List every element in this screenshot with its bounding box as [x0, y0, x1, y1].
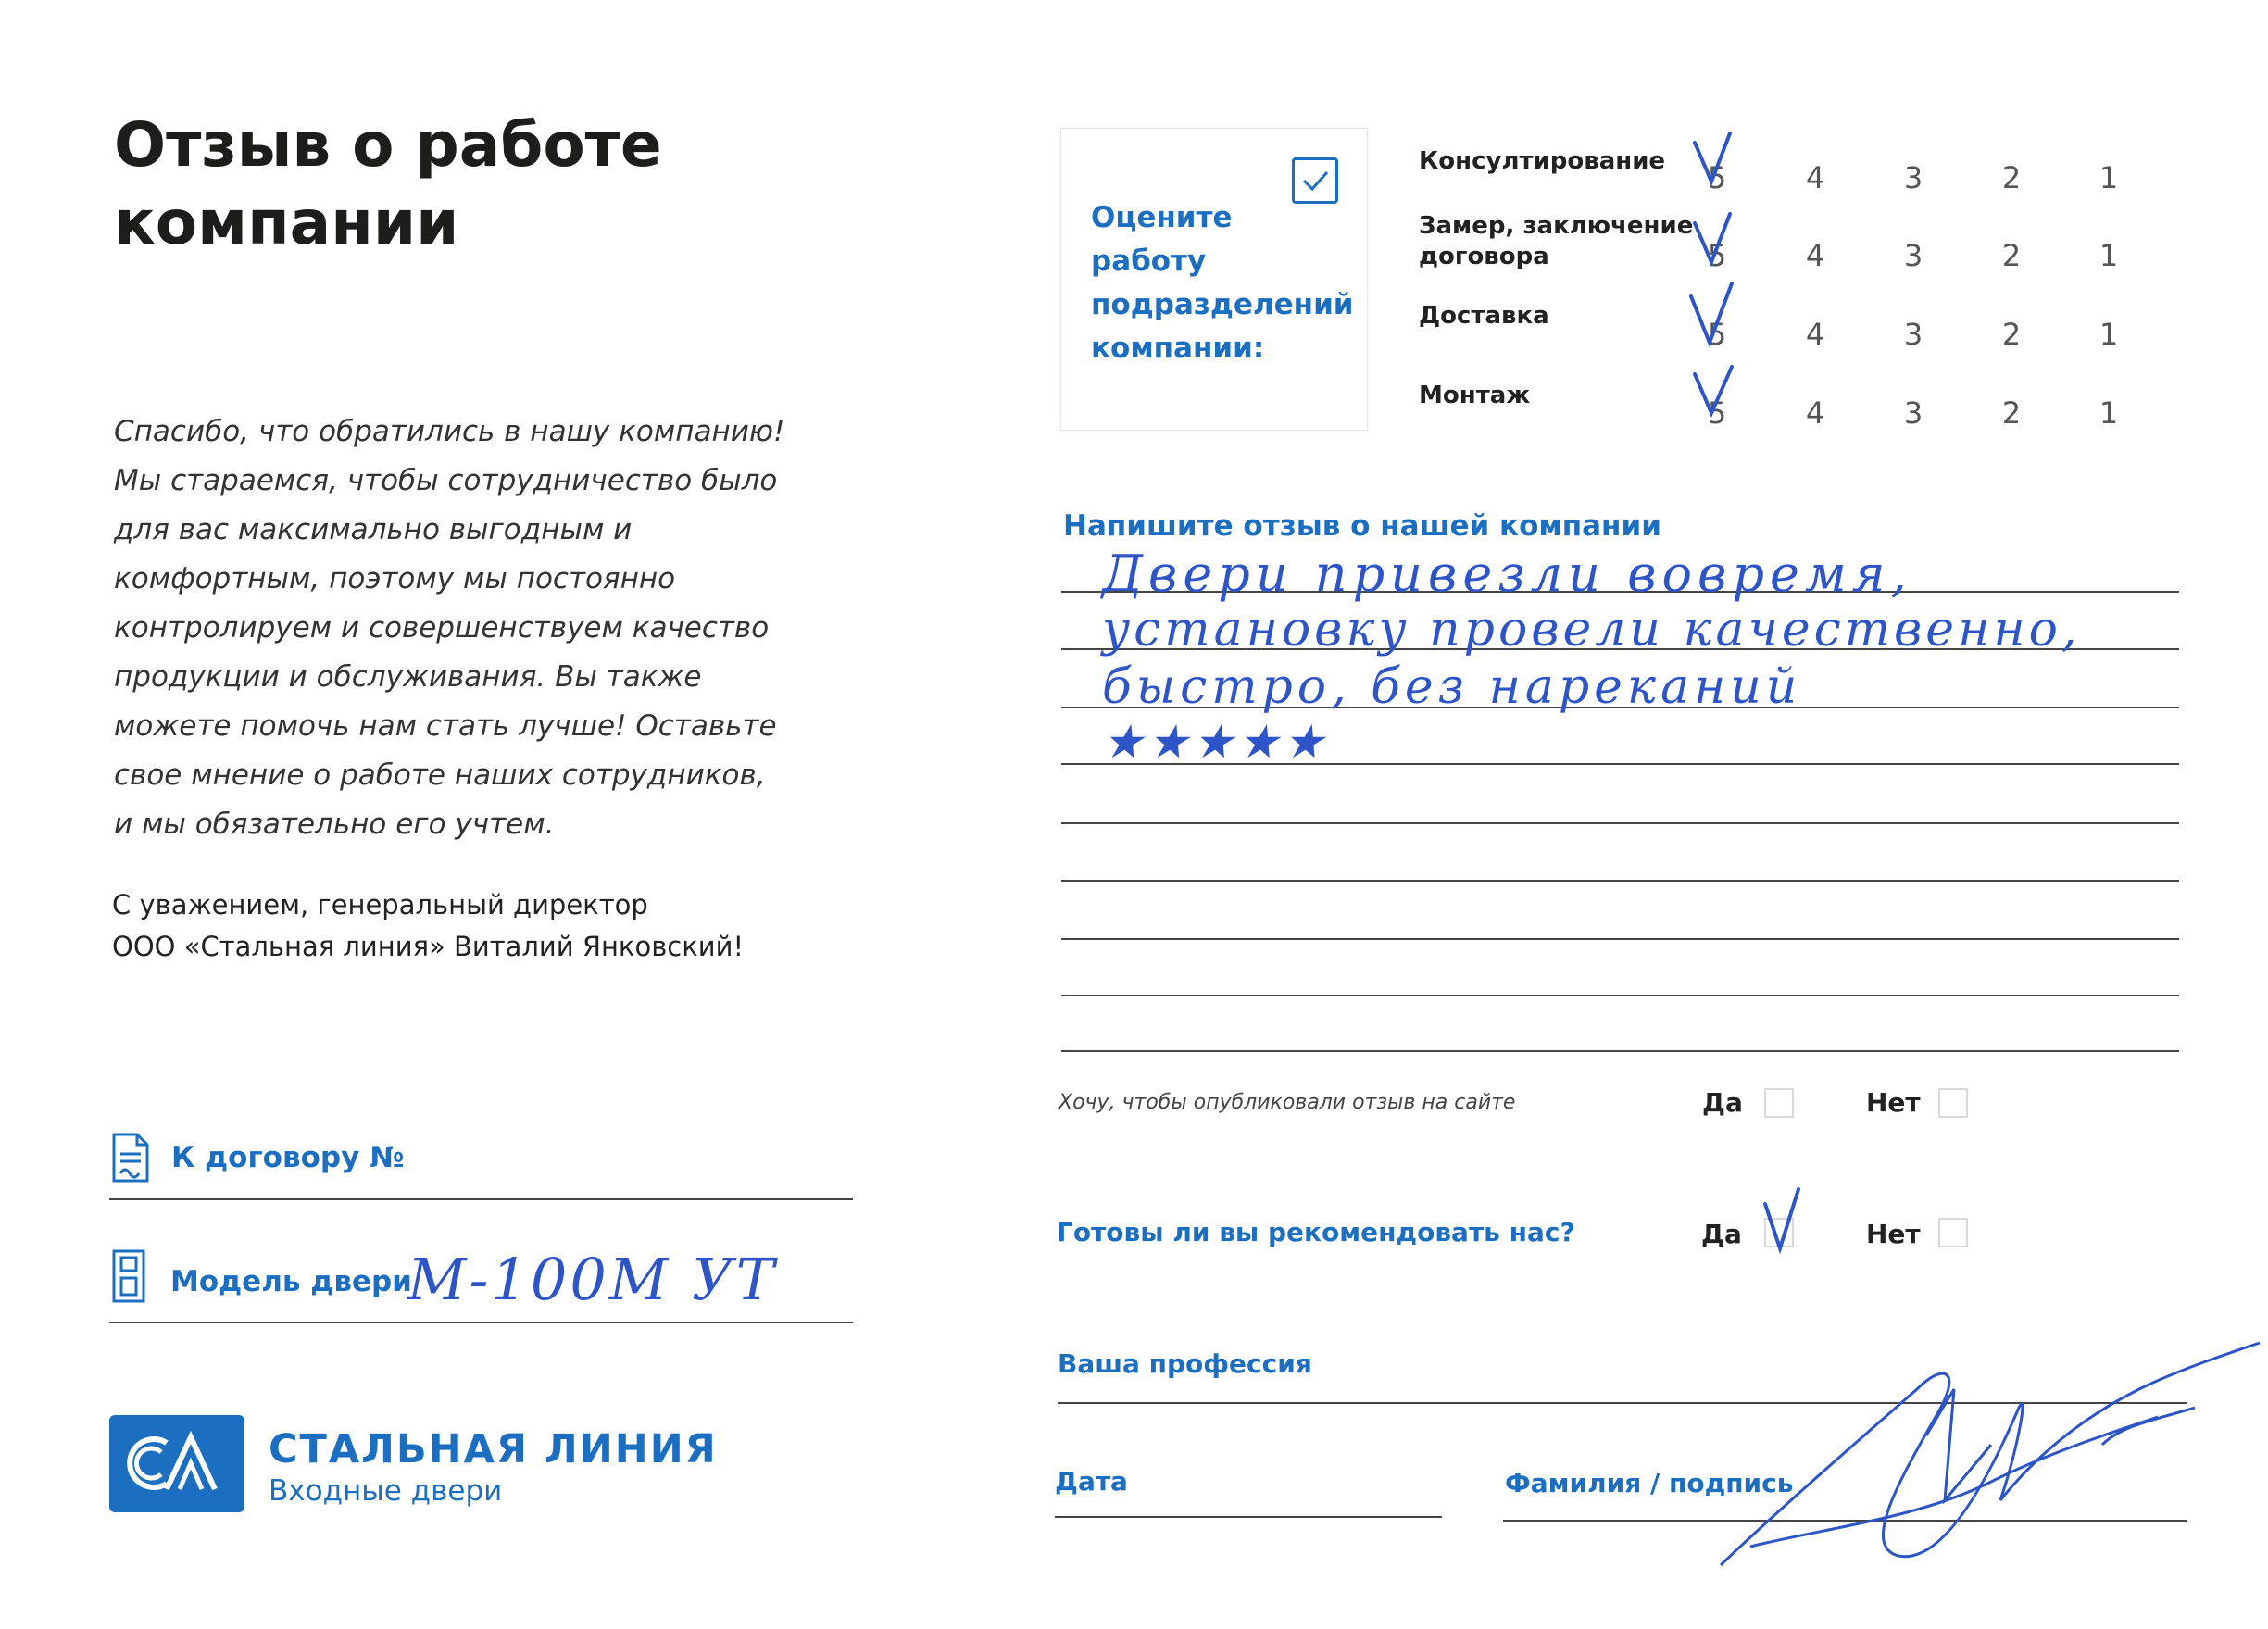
- title-line-1: Отзыв о работе: [114, 109, 662, 181]
- handwritten-signature: [1713, 1334, 2264, 1593]
- dept-delivery: [1419, 301, 1549, 332]
- dept-measurement: [1419, 211, 1693, 272]
- regards-line-1: С уважением, генеральный директор: [112, 889, 648, 921]
- score-option[interactable]: 4: [1805, 160, 1825, 195]
- score-option[interactable]: 4: [1805, 395, 1825, 431]
- review-line: [1061, 995, 2179, 996]
- intro-line: продукции и обслуживания. Вы также: [114, 660, 702, 694]
- dept-name: Замер, заключение: [1419, 212, 1694, 240]
- review-text-line[interactable]: Двери привезли вовремя,: [1102, 545, 1912, 603]
- recommend-question: Готовы ли вы рекомендовать нас?: [1057, 1217, 1575, 1247]
- score-option[interactable]: 1: [2099, 395, 2119, 431]
- door-model-value[interactable]: М-100М УТ: [407, 1246, 778, 1313]
- regards: [112, 884, 744, 968]
- score-option[interactable]: 2: [2001, 238, 2022, 273]
- intro-line: Мы стараемся, чтобы сотрудничество было: [114, 464, 778, 497]
- intro-line: комфортным, поэтому мы постоянно: [114, 562, 676, 595]
- dept-installation: [1419, 381, 1530, 411]
- score-option[interactable]: 3: [1903, 238, 1923, 273]
- dept-name: Консултирование: [1419, 147, 1666, 175]
- recommend-no-checkbox[interactable]: [1938, 1218, 1968, 1247]
- dept-name: Монтаж: [1419, 382, 1531, 409]
- score-option[interactable]: 5: [1707, 238, 1727, 273]
- review-line: [1061, 938, 2179, 940]
- publish-yes-label: Да: [1702, 1087, 1743, 1118]
- contract-underline: [109, 1198, 853, 1200]
- date-label: Дата: [1055, 1466, 1128, 1497]
- review-heading: Напишите отзыв о нашей компании: [1063, 509, 1661, 543]
- dept-name: договора: [1419, 243, 1549, 270]
- title-line-2: компании: [114, 187, 459, 258]
- intro-line: и мы обязательно его учтем.: [114, 808, 555, 841]
- review-text-line[interactable]: установку провели качественно,: [1102, 602, 2081, 658]
- door-model-label: Модель двери: [170, 1265, 412, 1298]
- dept-name: Доставка: [1419, 302, 1549, 330]
- dept-consulting: [1419, 146, 1665, 177]
- regards-line-2: ООО «Стальная линия» Виталий Янковский!: [112, 931, 745, 962]
- recommend-no-label: Нет: [1866, 1219, 1921, 1249]
- handwritten-check-icon: [1687, 130, 1743, 198]
- score-option[interactable]: 5: [1707, 317, 1727, 352]
- score-option[interactable]: 2: [2001, 395, 2022, 431]
- signature-label: Фамилия / подпись: [1505, 1468, 1794, 1498]
- score-option[interactable]: 5: [1707, 395, 1727, 431]
- review-line: [1061, 880, 2179, 882]
- score-option[interactable]: 1: [2099, 160, 2119, 195]
- intro-text: [114, 407, 818, 849]
- publish-question: Хочу, чтобы опубликовали отзыв на сайте: [1059, 1091, 1516, 1114]
- score-option[interactable]: 2: [2001, 160, 2022, 195]
- intro-line: для вас максимально выгодным и: [114, 513, 633, 546]
- handwritten-check-icon: [1687, 208, 1743, 277]
- score-option[interactable]: 3: [1903, 317, 1923, 352]
- review-line: [1061, 1050, 2179, 1052]
- logo-mark: [109, 1415, 244, 1512]
- handwritten-check-icon: [1758, 1184, 1810, 1259]
- recommend-yes-label: Да: [1701, 1219, 1742, 1249]
- score-option[interactable]: 3: [1903, 160, 1923, 195]
- score-option[interactable]: 5: [1707, 160, 1727, 195]
- score-option[interactable]: 1: [2099, 238, 2119, 273]
- score-option[interactable]: 4: [1805, 238, 1825, 273]
- intro-line: контролируем и совершенствуем качество: [114, 611, 770, 645]
- score-option[interactable]: 2: [2001, 317, 2022, 352]
- review-text-line[interactable]: быстро, без нареканий: [1102, 659, 1802, 715]
- intro-line: свое мнение о работе наших сотрудников,: [114, 758, 766, 792]
- door-icon: [111, 1248, 146, 1304]
- contract-label: К договору №: [171, 1141, 405, 1174]
- rating-prompt-line: компании:: [1091, 332, 1265, 365]
- rating-prompt: [1091, 196, 1354, 370]
- score-option[interactable]: 3: [1903, 395, 1923, 431]
- rating-prompt-line: Оцените: [1091, 201, 1233, 234]
- date-underline: [1055, 1516, 1442, 1518]
- document-icon: [111, 1132, 150, 1184]
- rating-prompt-line: работу: [1091, 244, 1207, 278]
- score-option[interactable]: 4: [1805, 317, 1825, 352]
- handwritten-check-icon: [1687, 361, 1743, 430]
- score-option[interactable]: 1: [2099, 317, 2119, 352]
- rating-prompt-line: подразделений: [1091, 288, 1354, 321]
- review-text-line[interactable]: ★★★★★: [1102, 715, 1329, 769]
- intro-line: можете помочь нам стать лучше! Оставьте: [114, 709, 777, 743]
- publish-no-label: Нет: [1866, 1087, 1921, 1118]
- handwritten-check-icon: [1684, 278, 1743, 356]
- publish-no-checkbox[interactable]: [1938, 1088, 1968, 1118]
- door-model-underline: [109, 1322, 853, 1323]
- page-title: [114, 107, 662, 262]
- logo-tagline: Входные двери: [269, 1474, 503, 1508]
- review-line: [1061, 822, 2179, 824]
- intro-line: Спасибо, что обратились в нашу компанию!: [114, 415, 785, 448]
- logo-name: СТАЛЬНАЯ ЛИНИЯ: [269, 1426, 718, 1472]
- publish-yes-checkbox[interactable]: [1764, 1088, 1794, 1118]
- profession-label: Ваша профессия: [1058, 1348, 1312, 1379]
